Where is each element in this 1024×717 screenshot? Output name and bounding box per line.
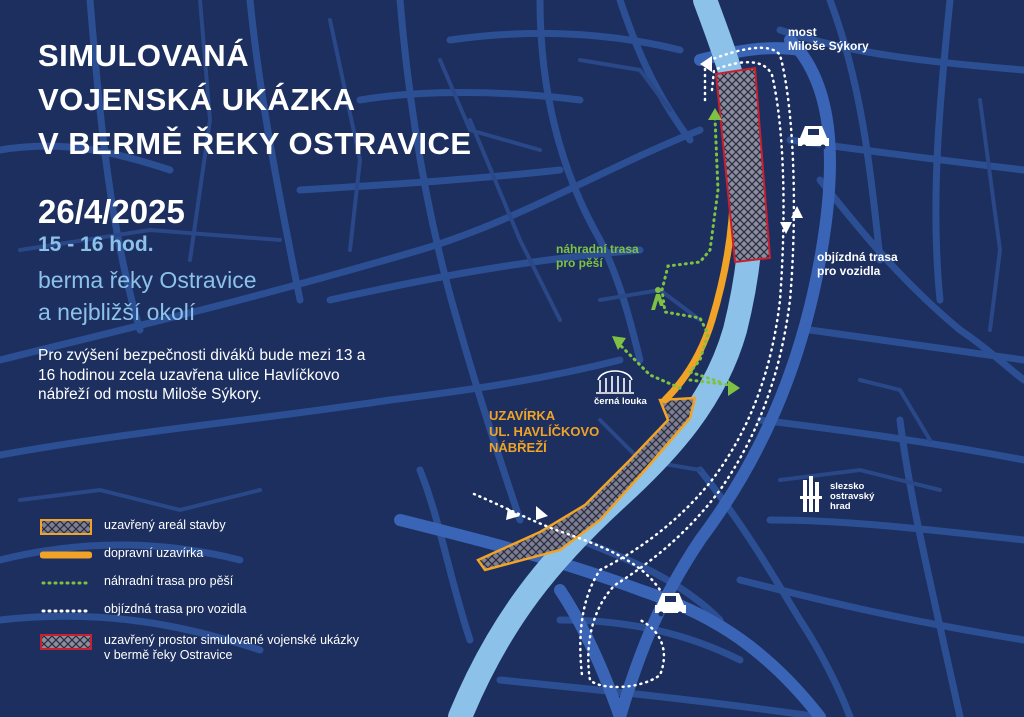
- hatched-red-box-icon: [40, 632, 92, 652]
- legend-label: náhradní trasa pro pěší: [104, 574, 234, 588]
- headline-line: SIMULOVANÁ: [38, 38, 250, 73]
- orange-line-icon: [40, 545, 92, 565]
- place-line: berma řeky Ostravice: [38, 267, 257, 293]
- legend-item: [40, 630, 460, 670]
- legend-label-line: uzavřený prostor simulované vojenské ukázky: [104, 633, 359, 647]
- detour-label-line: objízdná trasa: [817, 250, 898, 264]
- pedestrian-route-label: [556, 242, 639, 270]
- castle-label-line: slezsko: [830, 481, 865, 492]
- headline: [38, 34, 472, 166]
- event-time: 15 - 16 hod.: [38, 233, 154, 256]
- pedestrian-label-line: pro pěší: [556, 256, 603, 270]
- closure-label-line: NÁBŘEŽÍ: [489, 440, 547, 455]
- cerna-louka-label: černá louka: [594, 396, 647, 407]
- legend-label-line: v bermě řeky Ostravice: [104, 648, 233, 662]
- legend-item: [40, 543, 460, 573]
- headline-line: VOJENSKÁ UKÁZKA: [38, 82, 356, 117]
- white-dotted-line-icon: [40, 601, 92, 621]
- legend-item: [40, 599, 460, 629]
- closure-label-line: UZAVÍRKA: [489, 408, 556, 423]
- event-date: 26/4/2025: [38, 193, 185, 230]
- event-description: Pro zvýšení bezpečnosti diváků bude mezi 13 a 16 hodinou zcela uzavřena ulice Havlíčkovo nábřeží od mostu Miloše Sýkory.: [38, 347, 366, 403]
- green-dotted-line-icon: [40, 573, 92, 593]
- legend-label: uzavřený areál stavby: [104, 518, 226, 532]
- legend-label: [104, 633, 359, 663]
- hatched-orange-box-icon: [40, 517, 92, 537]
- detour-label-line: pro vozidla: [817, 264, 881, 278]
- pedestrian-label-line: náhradní trasa: [556, 242, 639, 256]
- bridge-label: [788, 25, 869, 53]
- legend-label: objízdná trasa pro vozidla: [104, 602, 247, 616]
- castle-label-line: hrad: [830, 501, 851, 512]
- legend-label: dopravní uzavírka: [104, 546, 204, 560]
- closure-label: [489, 408, 599, 456]
- bridge-label-line: Miloše Sýkory: [788, 39, 869, 53]
- legend-item: [40, 515, 460, 545]
- castle-label-line: ostravský: [830, 491, 875, 502]
- vehicle-detour-label: [817, 250, 898, 278]
- event-place: [38, 264, 257, 328]
- legend-item: [40, 571, 460, 601]
- castle-label: [830, 482, 874, 512]
- place-line: a nejbližší okolí: [38, 299, 196, 325]
- headline-line: V BERMĚ ŘEKY OSTRAVICE: [38, 126, 472, 161]
- closure-label-line: UL. HAVLÍČKOVO: [489, 424, 600, 439]
- bridge-label-line: most: [788, 25, 817, 39]
